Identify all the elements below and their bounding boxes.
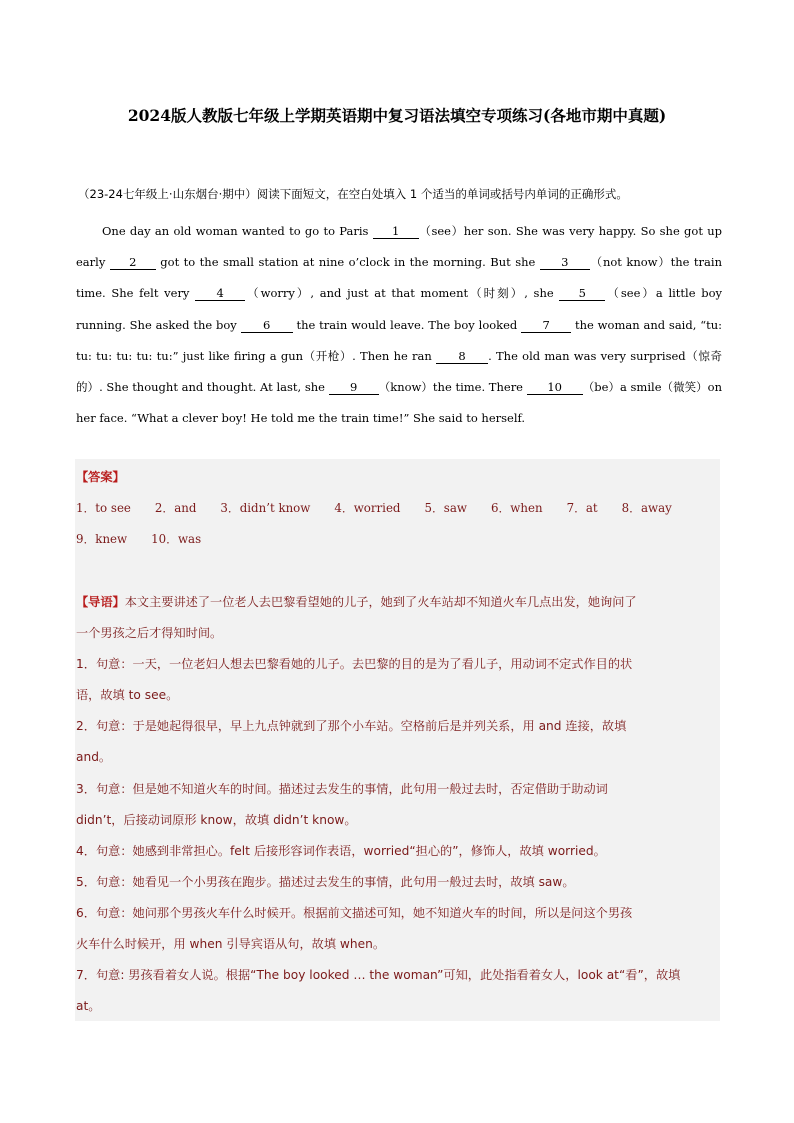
explanation-line: at。 [76, 999, 101, 1013]
passage-text: （be）a smile（微笑）on her face. “What a clever boy! He told me the train time!” She said to herself. [76, 380, 722, 426]
guide-line: 一个男孩之后才得知时间。 [76, 626, 223, 640]
explanation-line: 火车什么时候开，用 when 引导宾语从句，故填 when。 [76, 937, 386, 951]
explanation-line: and。 [76, 750, 112, 764]
answer-item: 6．when [490, 501, 543, 515]
answer-item: 1．to see [76, 501, 131, 515]
explanation-line: didn’t，后接动词原形 know，故填 didn’t know。 [76, 813, 357, 827]
passage-text: （see）her son. She was very happy. So she got up early [76, 224, 722, 270]
question-source-intro: （23-24七年级上·山东烟台·期中）阅读下面短文，在空白处填入 1 个适当的单词或括号内单词的正确形式。 [78, 187, 628, 201]
explanation-line: 5．句意：她看见一个小男孩在跑步。描述过去发生的事情，此句用一般过去时，故填 saw。 [76, 875, 575, 889]
blank-2[interactable]: 2 [110, 255, 156, 270]
explanation-line: 3．句意：但是她不知道火车的时间。描述过去发生的事情，此句用一般过去时，否定借助于助动词 [76, 782, 608, 796]
passage-text: . The old man was very surprised（惊奇的）. She thought and thought. At last, she [76, 348, 722, 395]
answer-item: 8．away [621, 501, 672, 515]
blank-5[interactable]: 5 [559, 286, 605, 301]
answer-item: 4．worried [334, 501, 401, 515]
explanation-line: 6．句意：她问那个男孩火车什么时候开。根据前文描述可知，她不知道火车的时间，所以是问这个男孩 [76, 906, 633, 920]
blank-1[interactable]: 1 [373, 224, 419, 239]
cloze-passage [76, 216, 722, 434]
passage-text: One day an old woman wanted to go to Paris [102, 224, 373, 238]
blank-6[interactable]: 6 [241, 318, 293, 333]
page-title: 2024版人教版七年级上学期英语期中复习语法填空专项练习(各地市期中真题) [127, 106, 667, 125]
explanation-line: 语，故填 to see。 [76, 688, 179, 702]
guide-text: 本文主要讲述了一位老人去巴黎看望她的儿子，她到了火车站却不知道火车几点出发，她询问了 [124, 595, 637, 609]
passage-text: the woman and said, “tu: tu: tu: tu: tu: tu:” just like firing a gun（开枪）. Then he ran [76, 317, 723, 363]
blank-10[interactable]: 10 [527, 380, 583, 395]
passage-text: （not know）the train time. She felt very [76, 255, 722, 301]
passage-text: the train would leave. The boy looked [292, 317, 522, 332]
answer-row-1 [76, 499, 696, 516]
answer-row-2 [76, 530, 225, 547]
explanation-line: 1．句意：一天，一位老妇人想去巴黎看她的儿子。去巴黎的目的是为了看儿子，用动词不定式作目的状 [76, 657, 633, 671]
passage-text: got to the small station at nine o’clock in the morning. But she [155, 255, 540, 270]
answer-heading: 【答案】 [76, 470, 125, 484]
blank-3[interactable]: 3 [540, 255, 590, 270]
explanation-line: 7．句意: 男孩看着女人说。根据“The boy looked … the woman”可知，此处指看着女人，look at“看”，故填 [76, 968, 681, 982]
explanation-line: 2．句意：于是她起得很早，早上九点钟就到了那个小车站。空格前后是并列关系，用 and 连接，故填 [76, 719, 627, 733]
answer-item: 10．was [151, 532, 202, 546]
blank-8[interactable]: 8 [436, 349, 488, 364]
passage-text: （see）a little boy running. She asked the boy [76, 286, 722, 332]
answer-item: 2．and [154, 501, 197, 515]
guide-heading: 【导语】 [76, 595, 125, 609]
answer-item: 3．didn’t know [220, 501, 311, 515]
passage-text: （worry）, and just at that moment（时刻）, she [245, 286, 560, 301]
answer-item: 5．saw [424, 501, 467, 515]
blank-9[interactable]: 9 [329, 380, 379, 395]
answer-item: 7．at [566, 501, 598, 515]
answer-item: 9．knew [76, 532, 128, 546]
blank-4[interactable]: 4 [195, 286, 245, 301]
guide-line [76, 593, 637, 610]
passage-text: （know）the time. There [378, 380, 527, 395]
explanation-line: 4．句意：她感到非常担心。felt 后接形容词作表语，worried“担心的”，修饰人，故填 worried。 [76, 844, 606, 858]
blank-7[interactable]: 7 [521, 318, 571, 333]
